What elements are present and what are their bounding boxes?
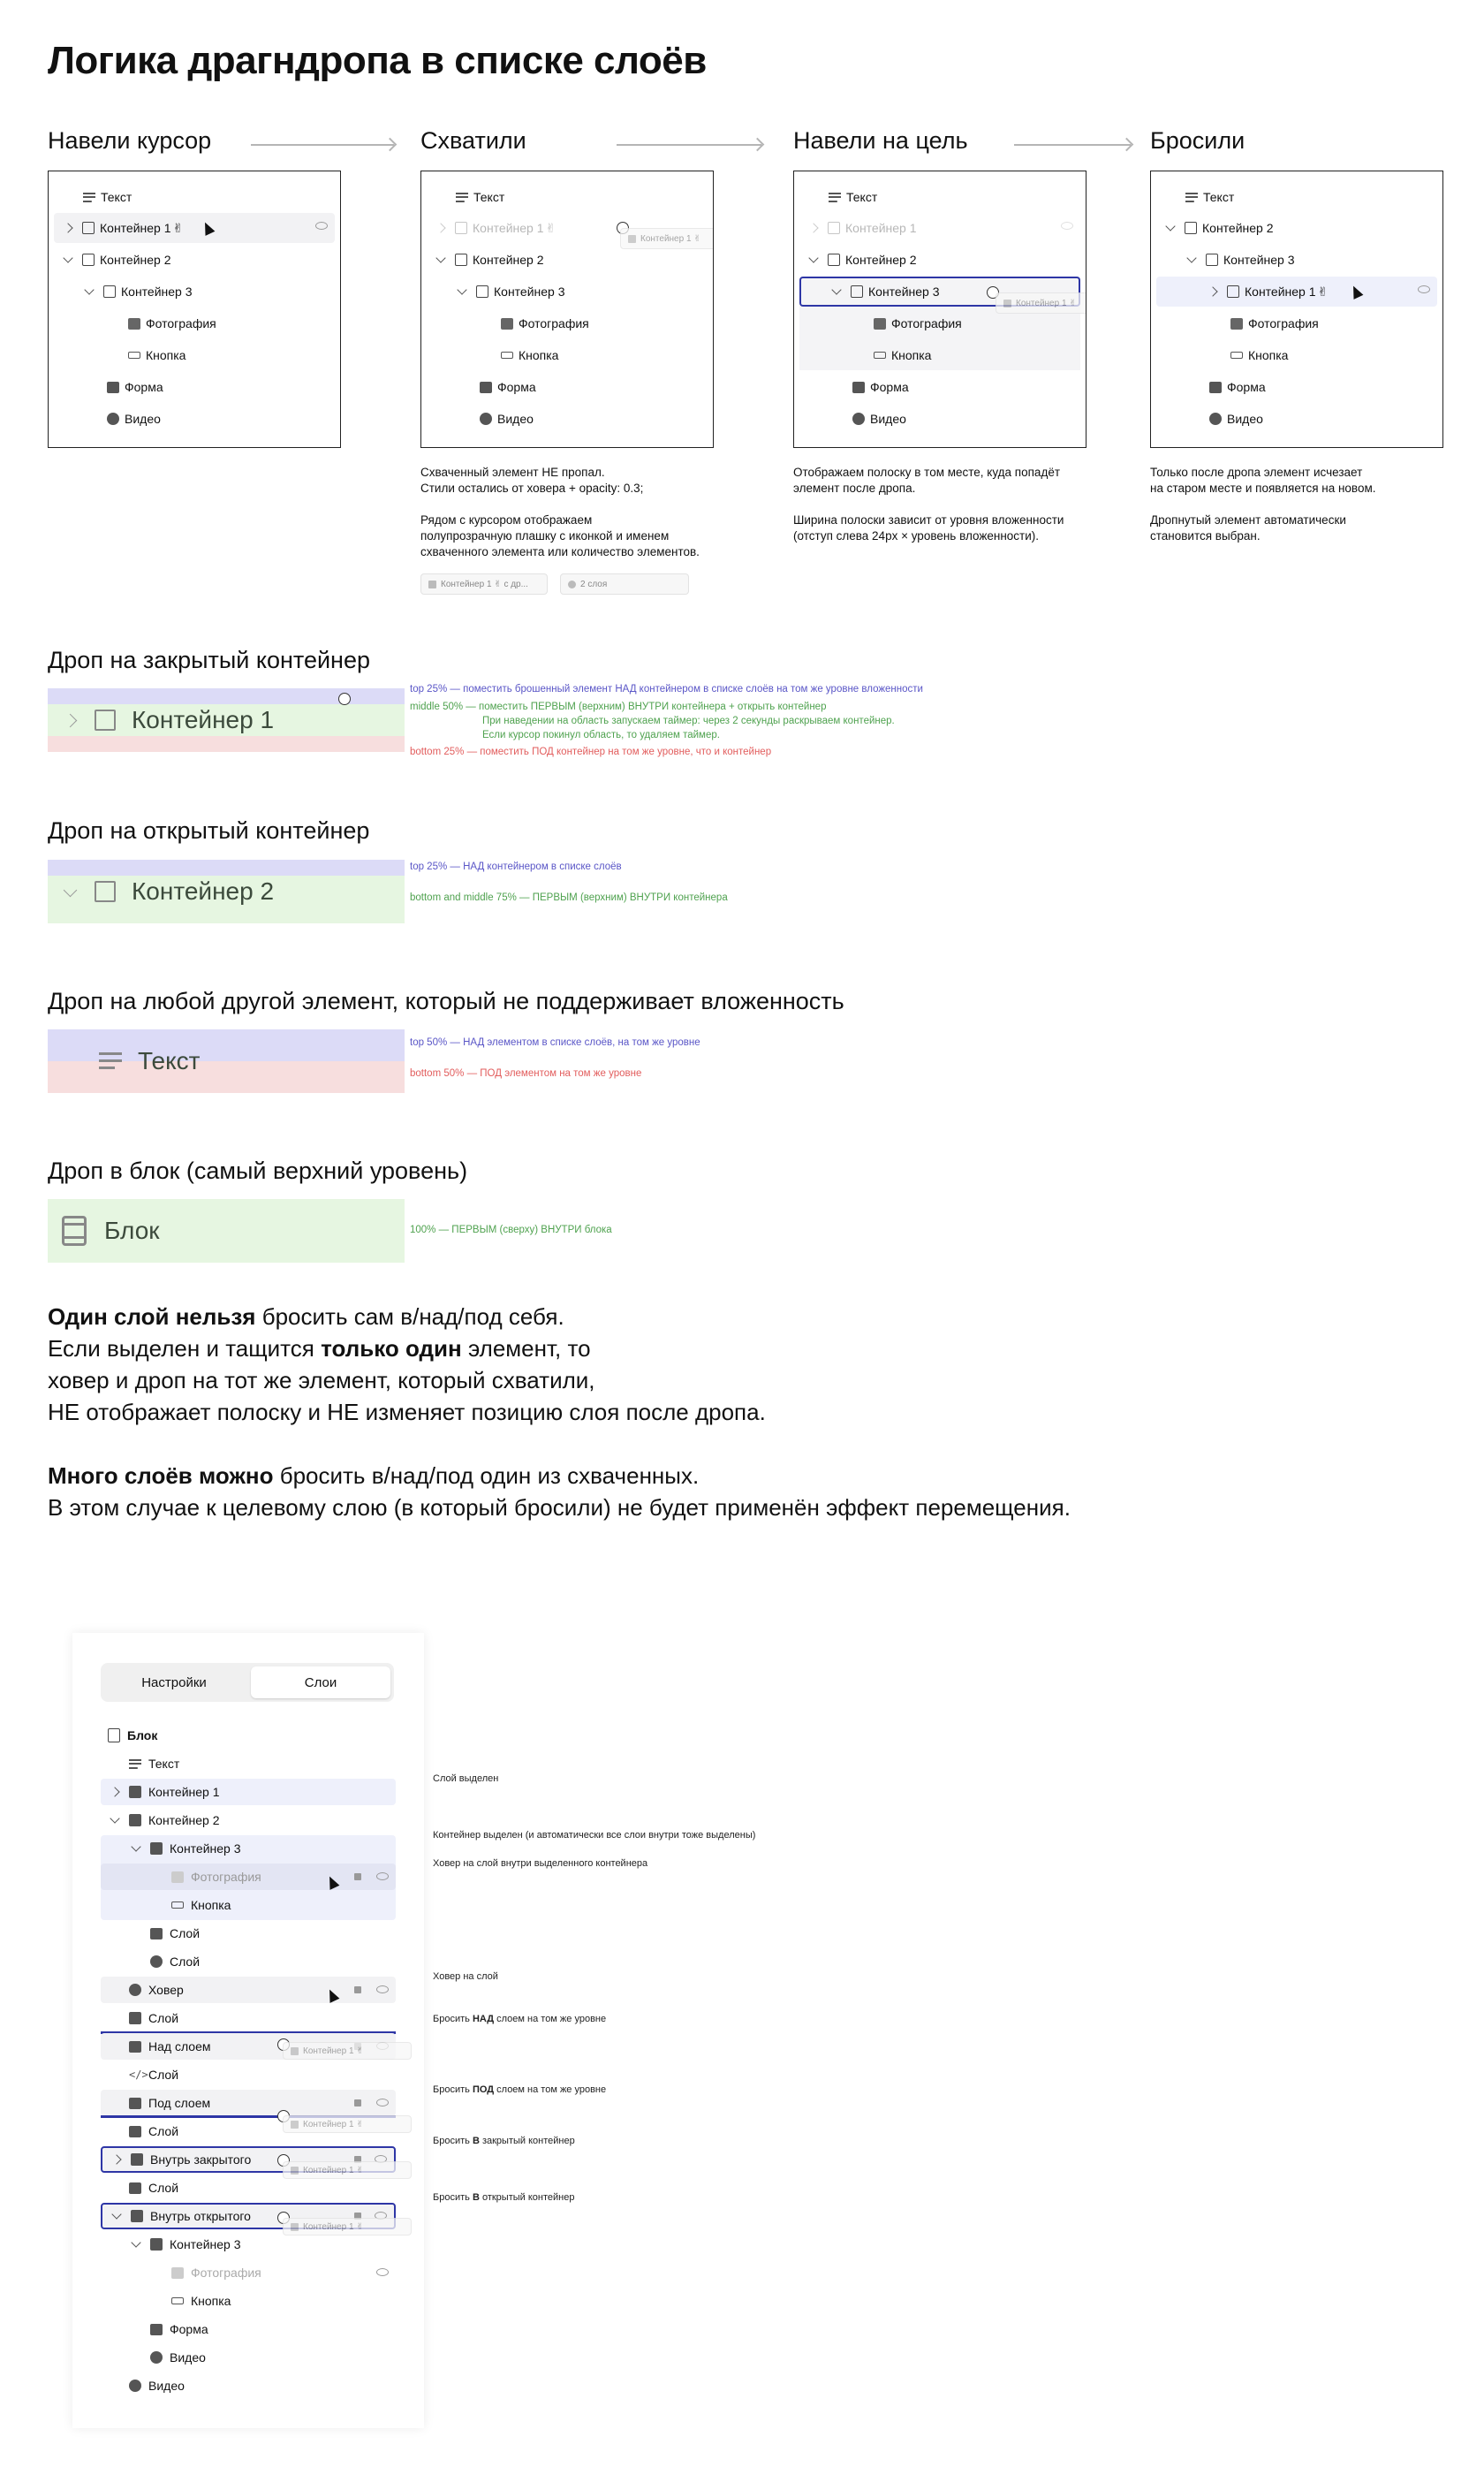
video-icon <box>129 2380 141 2392</box>
layer-row-target-open[interactable]: Внутрь открытого <box>101 2203 396 2229</box>
form-icon <box>852 382 865 393</box>
form-icon <box>1209 382 1222 393</box>
layer-row[interactable]: Видео <box>101 2372 396 2399</box>
chevron-right-icon <box>64 713 78 727</box>
container-icon <box>103 285 116 298</box>
container-icon <box>150 2238 163 2251</box>
chevron-right-icon <box>808 223 818 232</box>
cursor-icon <box>1349 284 1364 300</box>
drop-zone-top <box>48 688 405 704</box>
layer-row[interactable]: Фотография <box>54 308 335 338</box>
container-icon <box>131 2210 143 2222</box>
step-heading-hover: Навели курсор <box>48 127 212 154</box>
label-middle-timer: При наведении на область запускаем таймер: через 2 секунды раскрываем контейнер. Если курсор покинул область, то удаляем таймер. <box>482 716 895 740</box>
label-top: top 25% — поместить брошенный элемент НАД контейнером в списке слоёв на том же уровне вложенности <box>410 684 923 695</box>
video-icon <box>1209 413 1222 425</box>
chevron-down-icon <box>457 285 466 294</box>
layer-row[interactable]: Текст <box>427 182 708 212</box>
panel-tabs <box>101 1663 394 1702</box>
block-icon <box>62 1216 87 1246</box>
layers-frame-grab <box>420 171 714 448</box>
container-icon <box>455 254 467 266</box>
drop-zone-bottom <box>48 736 405 752</box>
text-icon <box>99 1052 122 1070</box>
video-icon <box>150 1955 163 1968</box>
text-icon <box>829 193 841 202</box>
arrow-icon <box>617 144 761 146</box>
layer-row[interactable]: Кнопка <box>1156 340 1437 370</box>
layer-row[interactable]: Фотография <box>1156 308 1437 338</box>
container-icon <box>455 222 467 234</box>
label-top: top 50% — НАД элементом в списке слоёв, на том же уровне <box>410 1037 700 1048</box>
video-icon <box>852 413 865 425</box>
container-icon <box>1185 222 1197 234</box>
drag-chip: Контейнер 1 ✌ <box>283 2115 412 2133</box>
drag-chip: Контейнер 1 ✌ <box>283 2161 412 2179</box>
layer-row[interactable]: Слой <box>101 2118 396 2144</box>
step-heading-grab: Схватили <box>420 127 526 154</box>
container-icon <box>150 1842 163 1855</box>
container-icon <box>129 1814 141 1826</box>
arrow-icon <box>1014 144 1131 146</box>
closed-container-item: Контейнер 1 <box>48 704 405 736</box>
layer-row-grabbed[interactable]: Контейнер 1 <box>799 213 1080 243</box>
layer-row-selected[interactable]: Контейнер 1 ✌ <box>1156 277 1437 307</box>
video-icon <box>480 413 492 425</box>
chevron-down-icon <box>64 883 78 897</box>
label-middle: middle 50% — поместить ПЕРВЫМ (верхним) ВНУТРИ контейнера + открыть контейнер <box>410 702 827 712</box>
layer-row[interactable]: Слой <box>101 2175 396 2201</box>
layer-row[interactable]: Контейнер 3 <box>427 277 708 307</box>
eye-icon[interactable] <box>376 2099 389 2106</box>
container-icon <box>1227 285 1239 298</box>
chevron-down-icon <box>1165 221 1175 231</box>
layer-row[interactable]: </> Слой <box>129 2068 179 2082</box>
rules-line: Если выделен и тащится только один элемент, то <box>48 1335 591 1362</box>
layer-row-selected[interactable]: Контейнер 3 <box>101 1835 396 1862</box>
layer-row[interactable]: Текст <box>1156 182 1437 212</box>
container-icon <box>476 285 488 298</box>
open-container-item: Контейнер 2 <box>48 876 405 907</box>
container-icon <box>1206 254 1218 266</box>
layer-row-hovered[interactable]: Фотография <box>101 1864 396 1890</box>
container-icon <box>95 710 116 731</box>
lock-icon[interactable] <box>354 1873 361 1880</box>
chevron-down-icon <box>63 253 72 262</box>
layer-row[interactable]: Слой <box>101 2005 396 2031</box>
layer-row[interactable]: Текст <box>799 182 1080 212</box>
eye-icon[interactable] <box>376 1985 389 1993</box>
text-item: Текст <box>48 1045 405 1077</box>
cursor-icon <box>325 1874 340 1890</box>
label-bottom: bottom 25% — поместить ПОД контейнер на том же уровне, что и контейнер <box>410 747 772 757</box>
layers-panel <box>72 1633 424 2428</box>
layer-row[interactable]: Форма <box>1156 372 1437 402</box>
label-hover-inside: Ховер на слой внутри выделенного контейнера <box>433 1858 648 1869</box>
rules-line: В этом случае к целевому слою (в который бросили) не будет применён эффект перемещения. <box>48 1494 1071 1521</box>
layer-row[interactable]: Форма <box>427 372 708 402</box>
chevron-right-icon <box>110 1787 119 1796</box>
layer-row-grabbed[interactable]: Контейнер 1 ✌ <box>427 213 708 243</box>
section-heading-closed: Дроп на закрытый контейнер <box>48 647 371 673</box>
label-bottom: bottom 50% — ПОД элементом на том же уровне <box>410 1068 642 1079</box>
layer-row[interactable]: Контейнер 2 <box>101 1807 396 1833</box>
eye-icon[interactable] <box>1418 285 1430 293</box>
note-grab: Схваченный элемент НЕ пропал. Стили остались от ховера + opacity: 0.3; Рядом с курсором отображаем полупрозрачную плашку с иконкой и именем схваченного элемента или количество элементов. <box>420 466 700 558</box>
container-icon <box>131 2153 143 2166</box>
container-icon <box>428 581 436 588</box>
drop-zone-top <box>48 860 405 876</box>
drag-chip: Контейнер 1 ✌ <box>996 292 1086 314</box>
chevron-down-icon <box>435 253 445 262</box>
layer-icon <box>129 2012 141 2024</box>
container-icon <box>129 1786 141 1798</box>
step-heading-target: Навели на цель <box>793 127 968 154</box>
layers-icon <box>568 581 576 588</box>
form-icon <box>129 2182 141 2194</box>
photo-icon <box>501 318 513 330</box>
button-icon <box>128 352 140 359</box>
button-icon <box>874 352 886 359</box>
chevron-down-icon <box>831 285 841 294</box>
form-icon <box>480 382 492 393</box>
drag-chip: Контейнер 1 ✌ <box>620 228 714 249</box>
layer-row[interactable]: Кнопка <box>54 340 335 370</box>
eye-icon[interactable] <box>315 222 328 230</box>
label-drop-open: Бросить В открытый контейнер <box>433 2192 575 2203</box>
container-icon <box>82 222 95 234</box>
layer-row[interactable]: Контейнер 2 <box>799 245 1080 275</box>
button-icon <box>171 1901 184 1909</box>
code-icon: </> <box>129 2068 148 2081</box>
layer-row-selected[interactable]: Контейнер 1 <box>101 1779 396 1805</box>
text-icon <box>83 193 95 202</box>
arrow-icon <box>251 144 394 146</box>
chevron-down-icon <box>111 2209 121 2219</box>
form-icon <box>129 2126 141 2137</box>
lock-icon[interactable] <box>354 2099 361 2106</box>
layer-row[interactable]: Видео <box>427 404 708 434</box>
layer-row-target[interactable]: Под слоем <box>101 2090 396 2116</box>
label-hover: Ховер на слой <box>433 1971 498 1982</box>
clock-icon <box>129 1984 141 1996</box>
layer-row[interactable]: Видео <box>54 404 335 434</box>
step-heading-drop: Бросили <box>1150 127 1246 154</box>
layer-row[interactable]: Контейнер 3 <box>1156 245 1437 275</box>
label-selected: Слой выделен <box>433 1773 499 1784</box>
rules-line: НЕ отображает полоску и НЕ изменяет позицию слоя после дропа. <box>48 1399 766 1425</box>
layers-frame-target <box>793 171 1086 448</box>
layer-row[interactable]: Видео <box>1156 404 1437 434</box>
layers-frame-dropped <box>1150 171 1443 448</box>
chevron-right-icon <box>63 223 72 232</box>
label-container-selected: Контейнер выделен (и автоматически все слои внутри тоже выделены) <box>433 1830 756 1841</box>
layer-row-hovered[interactable]: Контейнер 1 ✌ <box>54 213 335 243</box>
layer-row[interactable]: Видео <box>101 2344 396 2371</box>
chevron-down-icon <box>808 253 818 262</box>
layer-row[interactable]: Текст <box>101 1750 396 1777</box>
section-heading-block: Дроп в блок (самый верхний уровень) <box>48 1158 468 1184</box>
label-top: top 25% — НАД контейнером в списке слоёв <box>410 862 622 872</box>
note-target: Отображаем полоску в том месте, куда попадёт элемент после дропа. Ширина полоски зависит от уровня вложенности (отступ слева 24px × уровень вложенности). <box>793 466 1064 543</box>
layer-row[interactable]: Фотография <box>427 308 708 338</box>
photo-icon <box>874 318 886 330</box>
layer-row[interactable]: Кнопка <box>427 340 708 370</box>
drag-chip: Контейнер 1 ✌ <box>283 2218 412 2235</box>
layer-row[interactable]: Кнопка <box>101 1892 396 1918</box>
layer-row[interactable]: Кнопка <box>799 340 1080 370</box>
button-icon <box>501 352 513 359</box>
label-drop-closed: Бросить В закрытый контейнер <box>433 2136 575 2146</box>
section-heading-other: Дроп на любой другой элемент, который не поддерживает вложенность <box>48 988 844 1014</box>
video-icon <box>107 413 119 425</box>
container-icon <box>291 2047 299 2055</box>
label-drop-above: Бросить НАД слоем на том же уровне <box>433 2014 607 2024</box>
layer-row-target-closed[interactable]: Внутрь закрытого <box>101 2146 396 2173</box>
eye-off-icon[interactable] <box>376 2268 389 2276</box>
layer-row-hidden[interactable]: Фотография <box>101 2259 396 2286</box>
text-icon <box>1185 193 1198 202</box>
form-icon <box>129 2098 141 2109</box>
photo-icon <box>171 1871 184 1883</box>
tab-layers[interactable]: Слои <box>251 1666 390 1698</box>
layer-row[interactable]: Слой <box>101 1948 396 1975</box>
layer-row[interactable]: Форма <box>799 372 1080 402</box>
chevron-down-icon <box>84 285 94 294</box>
chevron-right-icon <box>1208 286 1217 296</box>
drag-chip-count: 2 слоя <box>560 573 689 595</box>
container-icon <box>291 2223 299 2231</box>
section-heading-open: Дроп на открытый контейнер <box>48 817 370 844</box>
rules-line: Один слой нельзя бросить сам в/над/под себя. <box>48 1303 564 1330</box>
container-icon <box>828 254 840 266</box>
container-icon <box>291 2167 299 2175</box>
block-item: Блок <box>48 1215 405 1247</box>
container-icon <box>828 222 840 234</box>
form-icon <box>150 2324 163 2335</box>
photo-icon <box>171 2267 184 2279</box>
drag-chip: Контейнер 1 ✌ <box>283 2042 412 2060</box>
button-icon <box>171 2297 184 2304</box>
layer-row[interactable]: Контейнер 2 <box>54 245 335 275</box>
layer-row[interactable]: Контейнер 2 <box>427 245 708 275</box>
container-icon <box>628 235 636 243</box>
layer-row[interactable]: Контейнер 3 <box>54 277 335 307</box>
label-drop-below: Бросить ПОД слоем на том же уровне <box>433 2084 607 2095</box>
rules-line: ховер и дроп на тот же элемент, который схватили, <box>48 1367 595 1393</box>
drag-chip-long: Контейнер 1 ✌ с др... <box>420 573 548 595</box>
chevron-down-icon <box>131 1841 140 1851</box>
photo-icon <box>128 318 140 330</box>
layers-frame-hover <box>48 171 341 448</box>
layer-row[interactable]: Текст <box>54 182 335 212</box>
form-icon <box>107 382 119 393</box>
cursor-icon <box>325 1987 340 2003</box>
tab-settings[interactable]: Настройки <box>141 1674 207 1690</box>
chevron-down-icon <box>131 2237 140 2247</box>
container-icon <box>851 285 863 298</box>
layer-row[interactable]: Контейнер 2 <box>1156 213 1437 243</box>
layer-row-hovered[interactable]: Ховер <box>101 1977 396 2003</box>
chevron-right-icon <box>435 223 445 232</box>
rules-line: Много слоёв можно бросить в/над/под один из схваченных. <box>48 1462 700 1489</box>
container-icon <box>95 881 116 902</box>
eye-icon[interactable] <box>376 1872 389 1880</box>
block-icon <box>108 1728 120 1742</box>
layer-row-target[interactable]: Над слоем <box>101 2033 396 2060</box>
button-icon <box>1230 352 1243 359</box>
layer-row[interactable]: Видео <box>799 404 1080 434</box>
text-icon <box>129 1759 141 1769</box>
layer-row[interactable]: Кнопка <box>101 2288 396 2314</box>
note-drop: Только после дропа элемент исчезает на старом месте и появляется на новом. Дропнутый элемент автоматически становится выбран. <box>1150 466 1376 543</box>
container-icon <box>1003 300 1011 307</box>
chevron-down-icon <box>1186 253 1196 262</box>
lock-icon[interactable] <box>354 1986 361 1993</box>
layer-row[interactable]: Форма <box>54 372 335 402</box>
chevron-down-icon <box>110 1813 119 1823</box>
cursor-icon <box>201 220 216 236</box>
form-icon <box>129 2041 141 2053</box>
page-title: Логика драгндропа в списке слоёв <box>48 39 707 82</box>
layer-row[interactable]: Блок <box>101 1722 396 1749</box>
label-rest: bottom and middle 75% — ПЕРВЫМ (верхним) ВНУТРИ контейнера <box>410 892 728 903</box>
layer-row[interactable]: Слой <box>101 1920 396 1947</box>
grab-cursor-icon <box>338 693 351 705</box>
layer-row[interactable]: Форма <box>101 2316 396 2342</box>
label-all: 100% — ПЕРВЫМ (сверху) ВНУТРИ блока <box>410 1225 612 1235</box>
container-icon <box>82 254 95 266</box>
photo-icon <box>1230 318 1243 330</box>
chevron-right-icon <box>111 2154 121 2164</box>
video-icon <box>150 2351 163 2364</box>
eye-icon[interactable] <box>1061 222 1073 230</box>
layer-row[interactable]: Фотография <box>799 308 1080 338</box>
layer-row-target[interactable]: Контейнер 3 <box>799 277 1080 307</box>
layer-row[interactable]: Контейнер 3 <box>101 2231 396 2258</box>
form-icon <box>150 1928 163 1939</box>
text-icon <box>456 193 468 202</box>
